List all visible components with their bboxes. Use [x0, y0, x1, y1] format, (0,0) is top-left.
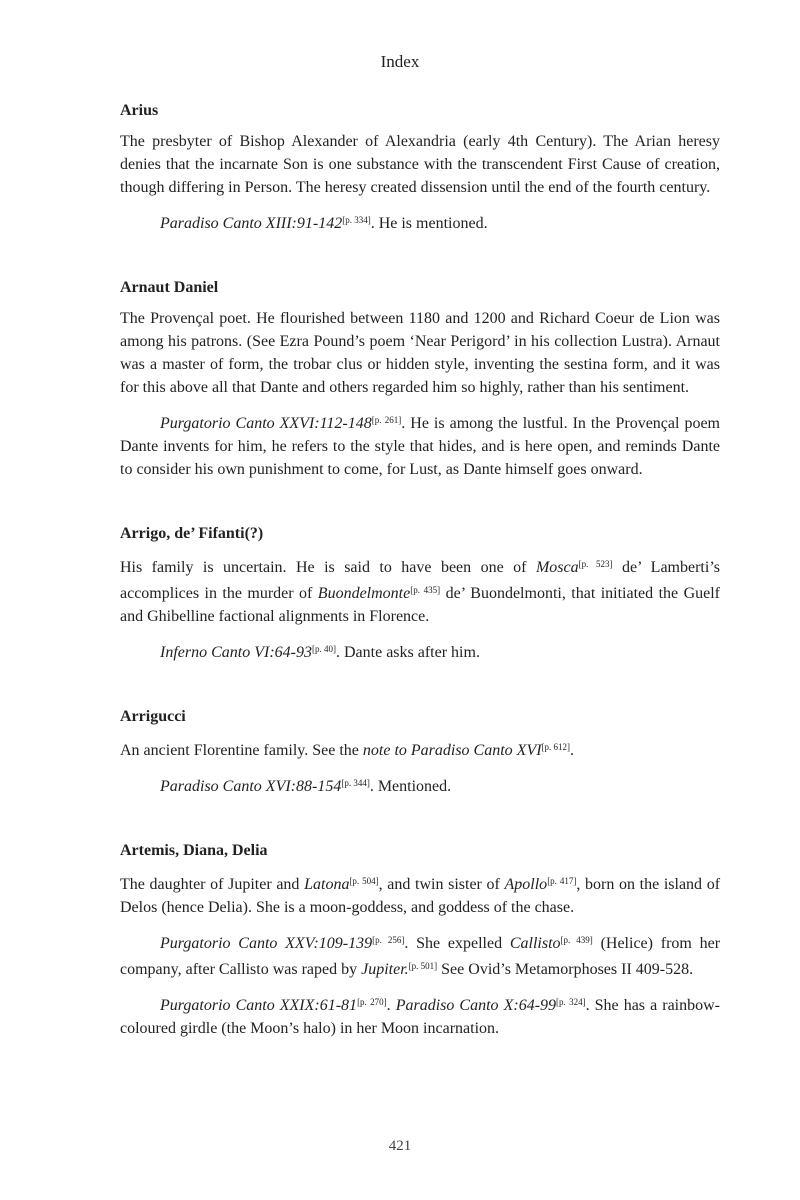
page-ref-link[interactable]: [p. 270] [357, 997, 387, 1007]
ref-text: . Dante asks after him. [335, 644, 480, 661]
canto-reference-link[interactable]: Paradiso Canto XVI:88-154 [160, 778, 342, 795]
entry-reference [120, 209, 720, 235]
desc-text: The Provençal poet. He flourished between 1180 and 1200 and Richard Coeur de Lion was among his patrons. (See Ezra Pound’s poem ‘Near Perigord’ in his collection Lustra). Arnaut was a master of form, the trobar clus or hidden style, inventing the sestina form, and it was for this above all that Dante and others regarded him so highly, rather than his sentiment. [120, 310, 720, 396]
ref-text: (Helice) from her company, after Callisto was raped by [120, 935, 721, 978]
entry-title: Arnaut Daniel [120, 279, 219, 296]
canto-reference-link[interactable]: Purgatorio Canto XXV:109-139 [160, 935, 373, 952]
cross-reference-link[interactable]: Callisto [509, 935, 561, 952]
ref-text: See Ovid’s Metamorphoses II 409-528. [437, 961, 694, 978]
index-entry-arrigucci [120, 706, 720, 798]
page-ref-link[interactable]: [p. 439] [560, 935, 593, 945]
ref-text: . He is among the lustful. In the Provençal poem Dante invents for him, he refers to the style that hides, and is here open, and reminds Dante to consider his own punishment to come, for Lust, as Dante himself goes onward. [120, 415, 720, 478]
desc-text: de’ Buondelmonti, that initiated the Guelf and Ghibelline factional alignments in Florence. [120, 585, 720, 625]
entry-title: Artemis, Diana, Delia [120, 842, 268, 859]
desc-text: The presbyter of Bishop Alexander of Alexandria (early 4th Century). The Arian heresy denies that the incarnate Son is one substance with the transcendent First Cause of creation, though differing in Person. The heresy created dissension until the end of the fourth century. [120, 133, 720, 196]
canto-reference-link[interactable]: Purgatorio Canto XXIX:61-81 [160, 997, 358, 1014]
page-ref-link[interactable]: [p. 523] [578, 559, 613, 569]
cross-reference-link[interactable]: Latona [304, 876, 350, 893]
ref-text: . Mentioned. [369, 778, 452, 795]
index-entry-artemis [120, 840, 720, 1040]
index-content [120, 100, 720, 1082]
entry-reference [120, 929, 720, 981]
page-ref-link[interactable]: [p. 334] [342, 215, 371, 225]
canto-reference-link[interactable]: Paradiso Canto X:64-99 [395, 997, 557, 1014]
entry-title: Arius [120, 102, 159, 119]
page-number: 421 [388, 1138, 412, 1154]
entry-reference [120, 409, 720, 481]
canto-reference-link[interactable]: Paradiso Canto XIII:91-142 [160, 215, 343, 232]
desc-text: de’ Lamberti’s accomplices in the murder of [120, 559, 720, 602]
canto-reference-link[interactable]: Purgatorio Canto XXVI:112-148 [160, 415, 372, 432]
ref-text: . He is mentioned. [370, 215, 488, 232]
page-ref-link[interactable]: [p. 40] [311, 644, 336, 654]
entry-description [120, 553, 720, 628]
ref-text: . She expelled [404, 935, 510, 952]
cross-reference-link[interactable]: Buondelmonte [317, 585, 411, 602]
entry-title: Arrigo, de’ Fifanti(?) [120, 525, 264, 542]
entry-reference [120, 991, 720, 1040]
page-ref-link[interactable]: [p. 612] [541, 742, 571, 752]
desc-text: The daughter of Jupiter and [120, 876, 305, 893]
desc-text: . [570, 742, 575, 759]
entry-description [120, 130, 720, 199]
entry-description [120, 870, 720, 919]
page-ref-link[interactable]: [p. 256] [372, 935, 405, 945]
entry-reference [120, 638, 720, 664]
page-ref-link[interactable]: [p. 435] [410, 585, 441, 595]
entry-reference [120, 772, 720, 798]
canto-reference-link[interactable]: Inferno Canto VI:64-93 [160, 644, 312, 661]
index-entry-arnaut-daniel [120, 277, 720, 481]
entry-title: Arrigucci [120, 708, 186, 725]
index-entry-arrigo [120, 523, 720, 664]
page-ref-link[interactable]: [p. 417] [547, 876, 577, 886]
index-entry-arius [120, 100, 720, 235]
cross-reference-link[interactable]: Jupiter. [361, 961, 409, 978]
page-ref-link[interactable]: [p. 344] [341, 778, 370, 788]
page-header: Index [380, 52, 420, 71]
page-ref-link[interactable]: [p. 261] [371, 415, 402, 425]
cross-reference-link[interactable]: note to Paradiso Canto XVI [362, 742, 542, 759]
page-ref-link[interactable]: [p. 501] [408, 961, 438, 971]
desc-text: An ancient Florentine family. See the [120, 742, 363, 759]
ref-text: . She has a rainbow-coloured girdle (the Moon’s halo) in her Moon incarnation. [120, 997, 721, 1037]
desc-text: , born on the island of Delos (hence Delia). She is a moon-goddess, and goddess of the chase. [120, 876, 721, 916]
page-ref-link[interactable]: [p. 504] [349, 876, 379, 886]
desc-text: His family is uncertain. He is said to have been one of [120, 559, 536, 576]
ref-text: . [386, 997, 396, 1014]
entry-description [120, 307, 720, 399]
desc-text: , and twin sister of [378, 876, 505, 893]
cross-reference-link[interactable]: Apollo [504, 876, 548, 893]
page-ref-link[interactable]: [p. 324] [556, 997, 586, 1007]
entry-description [120, 736, 720, 762]
cross-reference-link[interactable]: Mosca [535, 559, 579, 576]
